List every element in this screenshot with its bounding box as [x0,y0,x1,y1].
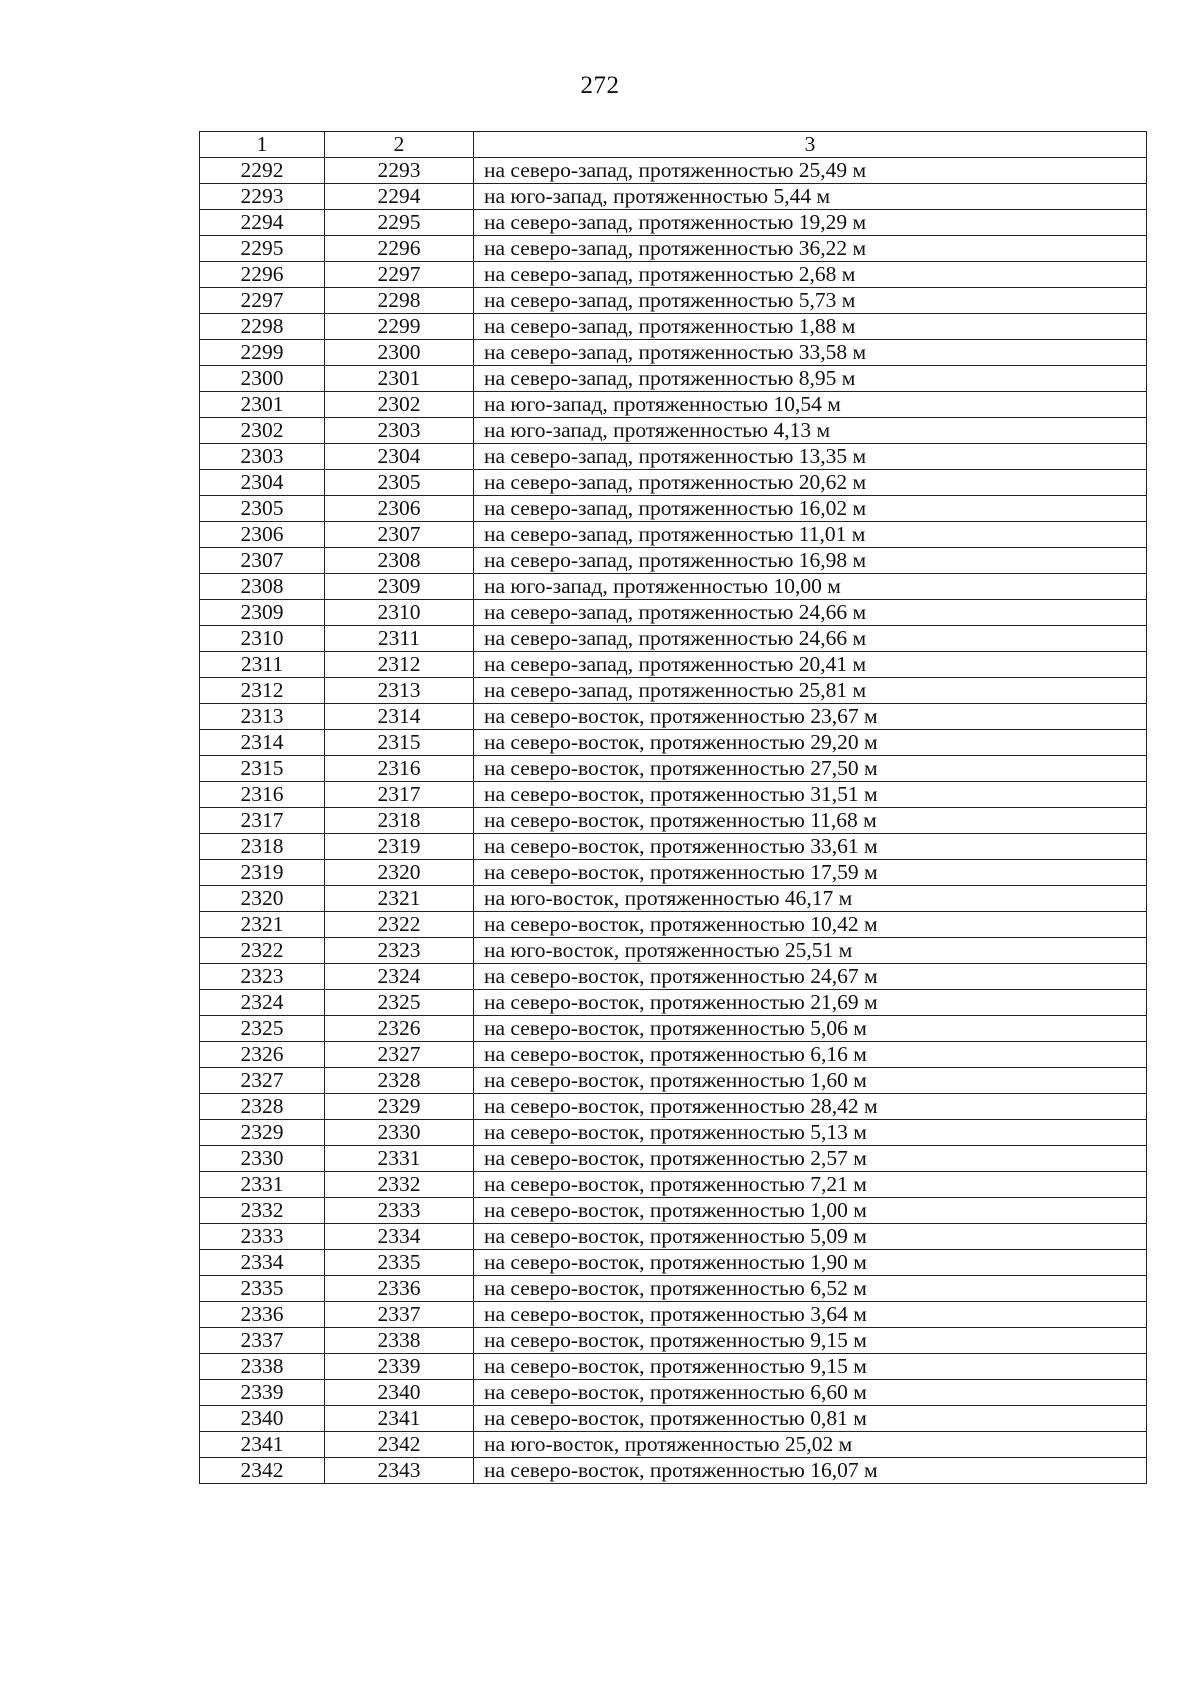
table-row [200,704,1147,730]
point-from: 2308 [200,574,325,600]
segment-description: на северо-восток, протяженностью 17,59 м [474,860,1147,886]
point-from: 2318 [200,834,325,860]
point-to: 2338 [325,1328,474,1354]
point-from: 2339 [200,1380,325,1406]
point-to: 2298 [325,288,474,314]
table-row [200,730,1147,756]
table-row [200,756,1147,782]
table-row [200,1250,1147,1276]
point-to: 2299 [325,314,474,340]
segment-description: на северо-восток, протяженностью 23,67 м [474,704,1147,730]
segment-description: на северо-восток, протяженностью 6,16 м [474,1042,1147,1068]
table-body [200,158,1147,1484]
point-to: 2319 [325,834,474,860]
segment-description: на северо-восток, протяженностью 0,81 м [474,1406,1147,1432]
point-from: 2312 [200,678,325,704]
table-row [200,366,1147,392]
column-header-1: 1 [200,132,325,158]
segment-description: на северо-восток, протяженностью 1,90 м [474,1250,1147,1276]
segment-description: на северо-запад, протяженностью 24,66 м [474,600,1147,626]
table-row [200,574,1147,600]
point-from: 2342 [200,1458,325,1484]
point-to: 2326 [325,1016,474,1042]
point-to: 2325 [325,990,474,1016]
point-to: 2328 [325,1068,474,1094]
table-row [200,912,1147,938]
point-to: 2300 [325,340,474,366]
point-to: 2310 [325,600,474,626]
point-to: 2336 [325,1276,474,1302]
point-from: 2326 [200,1042,325,1068]
segment-description: на северо-запад, протяженностью 24,66 м [474,626,1147,652]
segment-description: на юго-запад, протяженностью 4,13 м [474,418,1147,444]
segment-description: на северо-запад, протяженностью 11,01 м [474,522,1147,548]
segment-description: на юго-восток, протяженностью 25,02 м [474,1432,1147,1458]
point-to: 2323 [325,938,474,964]
point-from: 2294 [200,210,325,236]
point-from: 2335 [200,1276,325,1302]
point-from: 2329 [200,1120,325,1146]
point-to: 2327 [325,1042,474,1068]
segment-description: на северо-запад, протяженностью 8,95 м [474,366,1147,392]
point-from: 2304 [200,470,325,496]
segment-description: на северо-восток, протяженностью 21,69 м [474,990,1147,1016]
point-from: 2330 [200,1146,325,1172]
point-to: 2342 [325,1432,474,1458]
point-from: 2328 [200,1094,325,1120]
table-row [200,990,1147,1016]
table-row [200,444,1147,470]
point-from: 2314 [200,730,325,756]
point-from: 2292 [200,158,325,184]
table-row [200,860,1147,886]
point-to: 2309 [325,574,474,600]
table-row [200,886,1147,912]
point-from: 2301 [200,392,325,418]
table-row [200,782,1147,808]
point-to: 2304 [325,444,474,470]
page-number: 272 [580,72,620,99]
point-to: 2297 [325,262,474,288]
point-from: 2337 [200,1328,325,1354]
table-row [200,1328,1147,1354]
table-row [200,626,1147,652]
point-from: 2331 [200,1172,325,1198]
table-row [200,1406,1147,1432]
segment-description: на северо-запад, протяженностью 20,62 м [474,470,1147,496]
point-from: 2315 [200,756,325,782]
table-header-row [200,132,1147,158]
segment-description: на северо-восток, протяженностью 6,60 м [474,1380,1147,1406]
point-to: 2320 [325,860,474,886]
point-to: 2324 [325,964,474,990]
point-to: 2301 [325,366,474,392]
point-to: 2296 [325,236,474,262]
table-row [200,1120,1147,1146]
segment-description: на северо-восток, протяженностью 28,42 м [474,1094,1147,1120]
table-row [200,1016,1147,1042]
point-to: 2305 [325,470,474,496]
point-to: 2332 [325,1172,474,1198]
segment-description: на северо-запад, протяженностью 25,81 м [474,678,1147,704]
table-row [200,1146,1147,1172]
segment-description: на северо-восток, протяженностью 9,15 м [474,1354,1147,1380]
point-from: 2320 [200,886,325,912]
segment-description: на северо-восток, протяженностью 7,21 м [474,1172,1147,1198]
point-from: 2327 [200,1068,325,1094]
table-row [200,1354,1147,1380]
segment-description: на северо-восток, протяженностью 9,15 м [474,1328,1147,1354]
point-to: 2330 [325,1120,474,1146]
table-row [200,1380,1147,1406]
column-header-3: 3 [474,132,1147,158]
point-from: 2321 [200,912,325,938]
point-to: 2339 [325,1354,474,1380]
segment-description: на северо-запад, протяженностью 2,68 м [474,262,1147,288]
segment-description: на северо-восток, протяженностью 33,61 м [474,834,1147,860]
point-from: 2323 [200,964,325,990]
point-from: 2298 [200,314,325,340]
point-to: 2306 [325,496,474,522]
point-from: 2341 [200,1432,325,1458]
table-row [200,1042,1147,1068]
point-from: 2303 [200,444,325,470]
point-to: 2294 [325,184,474,210]
segment-description: на северо-восток, протяженностью 24,67 м [474,964,1147,990]
point-to: 2302 [325,392,474,418]
table-row [200,158,1147,184]
point-to: 2313 [325,678,474,704]
table-row [200,834,1147,860]
point-from: 2293 [200,184,325,210]
segment-description: на северо-восток, протяженностью 29,20 м [474,730,1147,756]
table-row [200,262,1147,288]
point-from: 2340 [200,1406,325,1432]
segment-description: на северо-запад, протяженностью 5,73 м [474,288,1147,314]
point-to: 2322 [325,912,474,938]
point-from: 2324 [200,990,325,1016]
point-from: 2305 [200,496,325,522]
table-row [200,938,1147,964]
point-to: 2316 [325,756,474,782]
point-from: 2313 [200,704,325,730]
table-row [200,184,1147,210]
segment-description: на северо-восток, протяженностью 10,42 м [474,912,1147,938]
table-row [200,314,1147,340]
table-row [200,1432,1147,1458]
point-to: 2293 [325,158,474,184]
segment-description: на северо-восток, протяженностью 3,64 м [474,1302,1147,1328]
segment-description: на северо-восток, протяженностью 5,13 м [474,1120,1147,1146]
segment-description: на северо-запад, протяженностью 16,02 м [474,496,1147,522]
point-to: 2334 [325,1224,474,1250]
segment-description: на юго-запад, протяженностью 10,00 м [474,574,1147,600]
table-row [200,1172,1147,1198]
point-from: 2300 [200,366,325,392]
point-from: 2332 [200,1198,325,1224]
table-row [200,1458,1147,1484]
table-row [200,808,1147,834]
point-from: 2297 [200,288,325,314]
point-from: 2310 [200,626,325,652]
point-from: 2333 [200,1224,325,1250]
point-from: 2325 [200,1016,325,1042]
point-to: 2340 [325,1380,474,1406]
table-row [200,1068,1147,1094]
segment-description: на северо-восток, протяженностью 5,06 м [474,1016,1147,1042]
segment-description: на северо-запад, протяженностью 33,58 м [474,340,1147,366]
point-from: 2299 [200,340,325,366]
segment-description: на северо-восток, протяженностью 16,07 м [474,1458,1147,1484]
point-from: 2336 [200,1302,325,1328]
segment-description: на юго-восток, протяженностью 46,17 м [474,886,1147,912]
segment-description: на северо-восток, протяженностью 6,52 м [474,1276,1147,1302]
table-row [200,1224,1147,1250]
point-from: 2296 [200,262,325,288]
segment-description: на северо-восток, протяженностью 5,09 м [474,1224,1147,1250]
point-from: 2309 [200,600,325,626]
table-row [200,392,1147,418]
point-from: 2319 [200,860,325,886]
point-from: 2322 [200,938,325,964]
table-row [200,288,1147,314]
segment-description: на северо-восток, протяженностью 2,57 м [474,1146,1147,1172]
segment-description: на юго-запад, протяженностью 10,54 м [474,392,1147,418]
segment-description: на северо-запад, протяженностью 16,98 м [474,548,1147,574]
table-row [200,600,1147,626]
boundary-table [199,131,1147,1484]
point-from: 2334 [200,1250,325,1276]
point-to: 2329 [325,1094,474,1120]
table-row [200,340,1147,366]
point-to: 2341 [325,1406,474,1432]
point-to: 2318 [325,808,474,834]
table-row [200,1302,1147,1328]
segment-description: на северо-восток, протяженностью 11,68 м [474,808,1147,834]
point-to: 2315 [325,730,474,756]
segment-description: на юго-запад, протяженностью 5,44 м [474,184,1147,210]
point-to: 2317 [325,782,474,808]
point-to: 2308 [325,548,474,574]
segment-description: на северо-запад, протяженностью 19,29 м [474,210,1147,236]
point-from: 2307 [200,548,325,574]
segment-description: на северо-запад, протяженностью 36,22 м [474,236,1147,262]
table-row [200,1094,1147,1120]
table-row [200,522,1147,548]
table-row [200,470,1147,496]
point-from: 2306 [200,522,325,548]
point-to: 2335 [325,1250,474,1276]
point-to: 2343 [325,1458,474,1484]
table-row [200,678,1147,704]
point-from: 2316 [200,782,325,808]
segment-description: на северо-запад, протяженностью 25,49 м [474,158,1147,184]
table-row [200,210,1147,236]
point-to: 2307 [325,522,474,548]
segment-description: на северо-восток, протяженностью 31,51 м [474,782,1147,808]
point-to: 2331 [325,1146,474,1172]
point-from: 2317 [200,808,325,834]
table-row [200,1276,1147,1302]
point-to: 2303 [325,418,474,444]
segment-description: на северо-восток, протяженностью 1,60 м [474,1068,1147,1094]
table-row [200,496,1147,522]
point-to: 2311 [325,626,474,652]
table-row [200,236,1147,262]
segment-description: на северо-восток, протяженностью 1,00 м [474,1198,1147,1224]
point-from: 2311 [200,652,325,678]
point-to: 2314 [325,704,474,730]
table-row [200,548,1147,574]
segment-description: на юго-восток, протяженностью 25,51 м [474,938,1147,964]
segment-description: на северо-запад, протяженностью 20,41 м [474,652,1147,678]
table-row [200,418,1147,444]
point-to: 2295 [325,210,474,236]
point-to: 2337 [325,1302,474,1328]
point-from: 2338 [200,1354,325,1380]
column-header-2: 2 [325,132,474,158]
point-from: 2302 [200,418,325,444]
segment-description: на северо-запад, протяженностью 13,35 м [474,444,1147,470]
point-to: 2321 [325,886,474,912]
point-from: 2295 [200,236,325,262]
segment-description: на северо-восток, протяженностью 27,50 м [474,756,1147,782]
segment-description: на северо-запад, протяженностью 1,88 м [474,314,1147,340]
table-row [200,964,1147,990]
table-row [200,652,1147,678]
point-to: 2312 [325,652,474,678]
table-row [200,1198,1147,1224]
point-to: 2333 [325,1198,474,1224]
